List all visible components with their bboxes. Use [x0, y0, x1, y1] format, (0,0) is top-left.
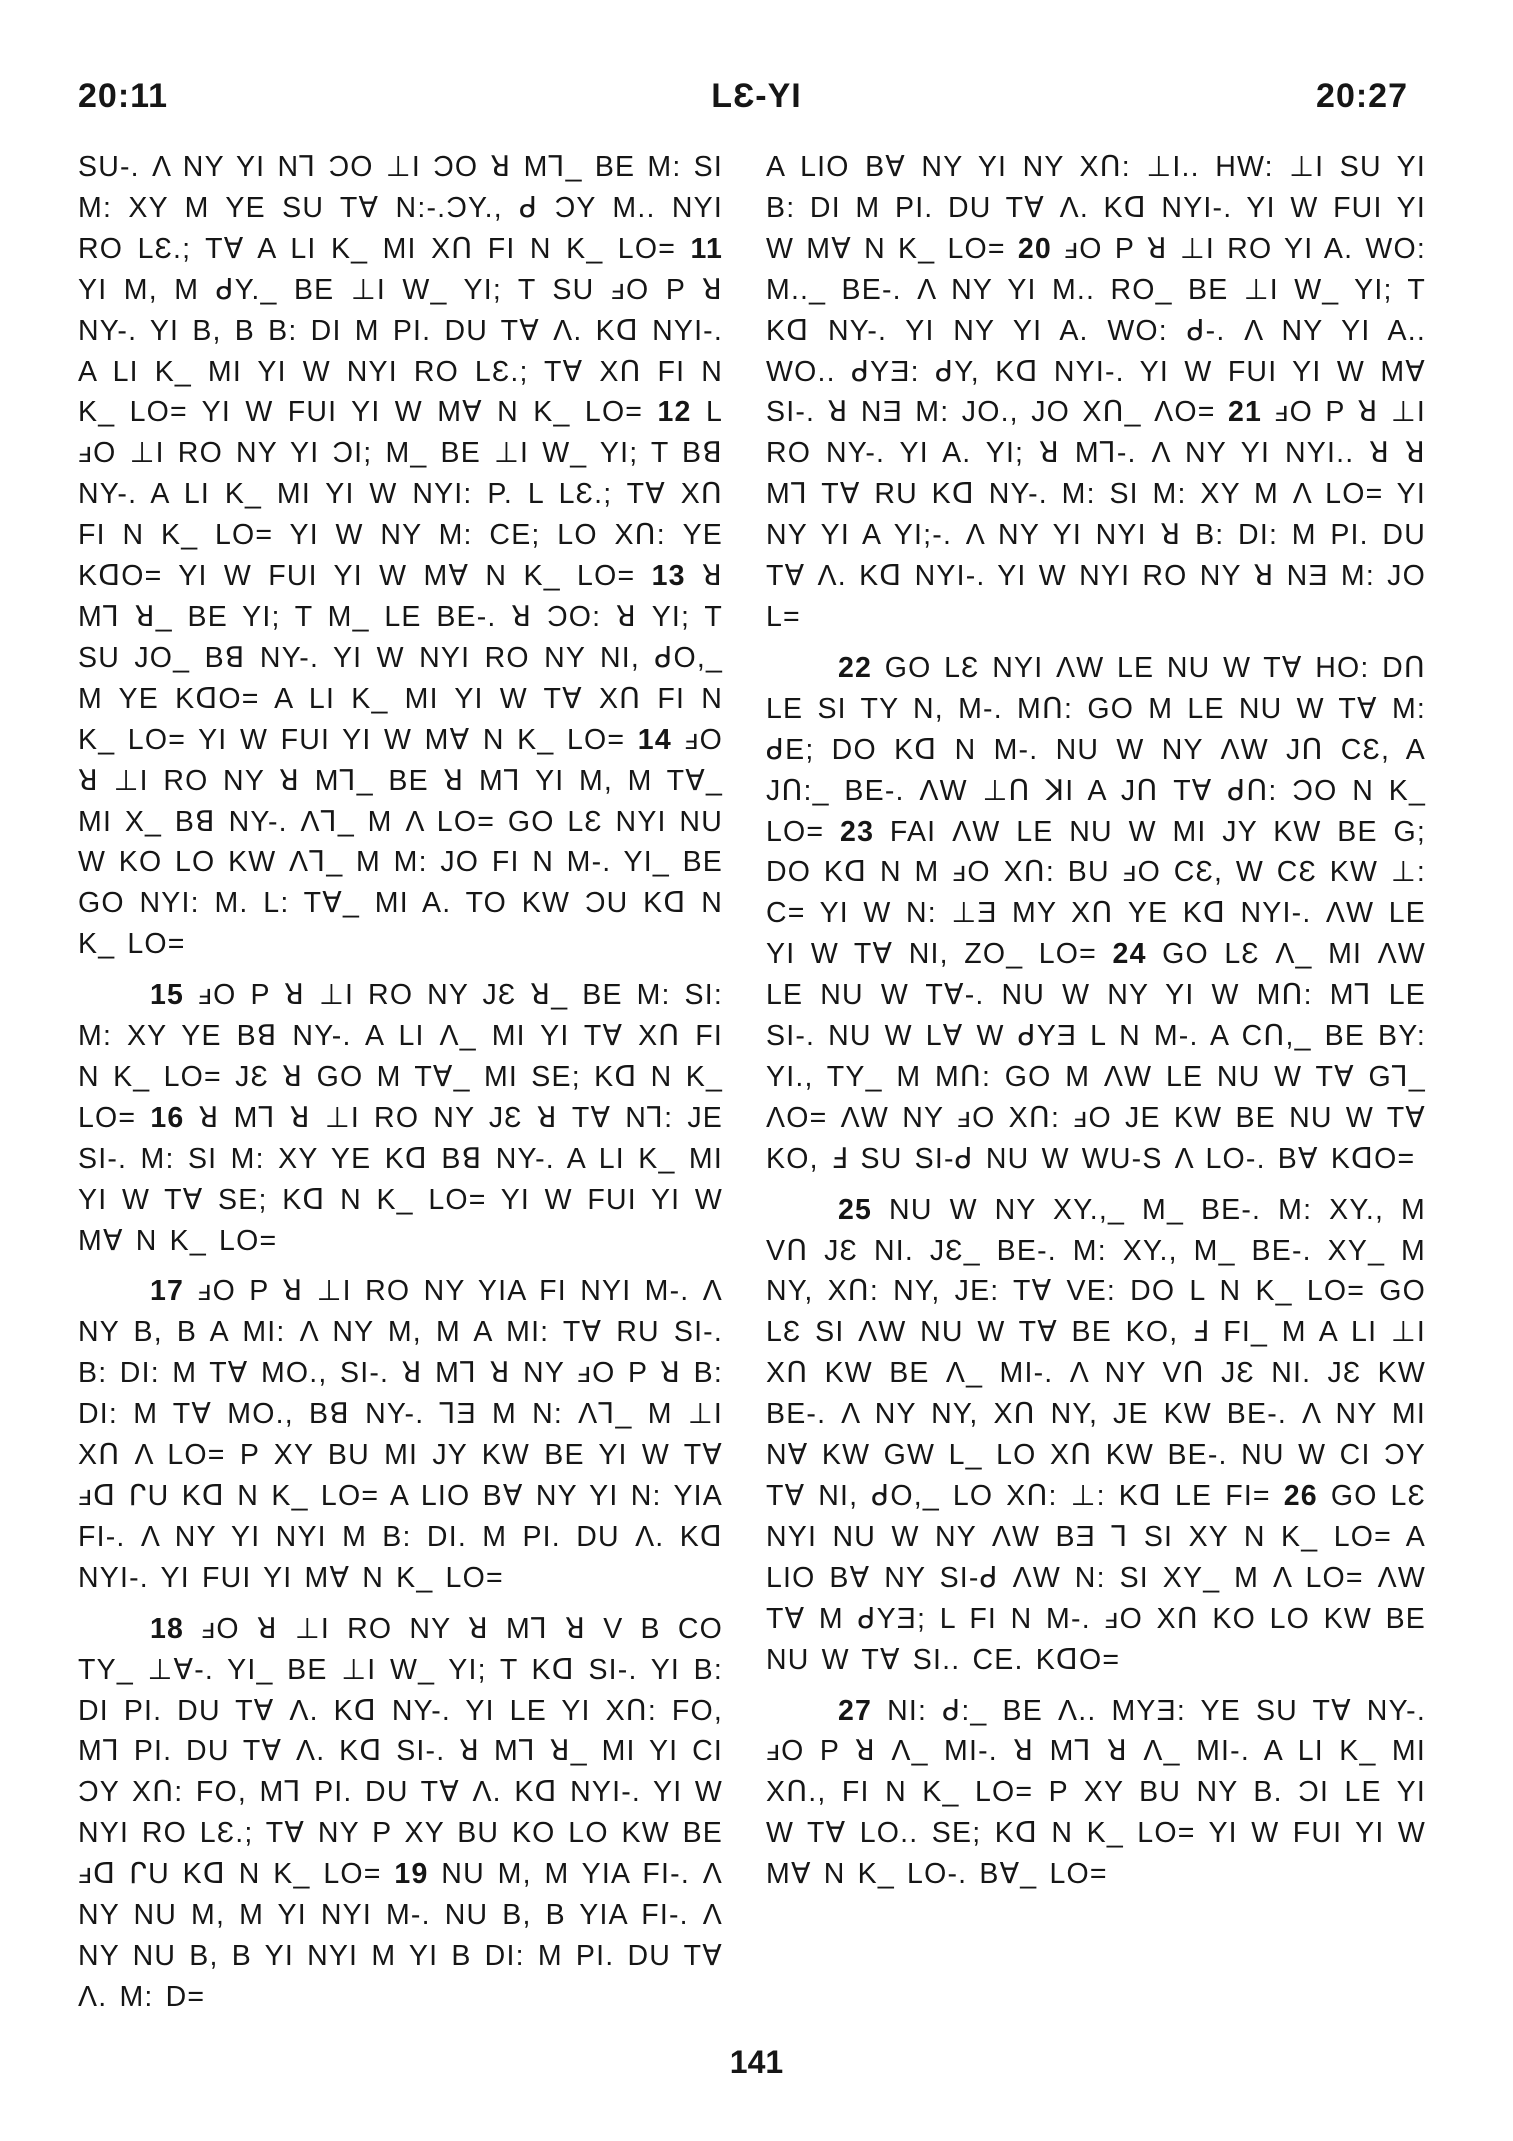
header-book-title: LƐ-YI: [711, 77, 802, 115]
paragraph: [766, 648, 1426, 1180]
paragraph: [78, 147, 723, 965]
verse-text: L ⅎO ⊥I RO NY YI ƆI; M_ BE ⊥I W_ YI; T Bꓭ NY-. A LI K_ MI YI W NYI: P. L LƐ.; TⱯ XՈ FI N K_ LO= YI W NY M: CE; LO XՈ: YE KᗡO= YI W FUI YI W MⱯ N K_ LO=: [78, 396, 723, 593]
paragraph: [766, 147, 1426, 638]
verse-number: 11: [690, 232, 723, 265]
verse-number: 23: [840, 815, 875, 848]
verse-text: GO LƐ Λ_ MI ΛW LE NU W TⱯ-. NU W NY YI W MՈ: M⅂ LE SI-. NU W LⱯ W ᑯYƎ L N M-. A CՈ,_ BE BY: YI., TY_ M MՈ: GO M ΛW LE NU W TⱯ G⅂_ ΛO= ΛW NY ⅎO XՈ: ⅎO JE KW BE NU W TⱯ KO, Ⅎ SU SI-ᑯ NU W WU-S Λ LO-. BⱯ KᗡO=: [766, 938, 1426, 1175]
verse-number: 13: [651, 560, 686, 593]
verse-number: 12: [657, 396, 692, 429]
verse-text: A LIO BⱯ NY YI NY XՈ: ⊥I.. HW: ⊥I SU YI B: DI M PI. DU TⱯ Λ. Kᗡ NYI-. YI W FUI YI W MⱯ N K_ LO=: [766, 151, 1426, 265]
verse-text: ⅎO P ꓤ ⊥I RO NY YIA FI NYI M-. Λ NY B, B A MI: Λ NY M, M A MI: TⱯ RU SI-. B: DI: M TⱯ MO., SI-. ꓤ M⅂ ꓤ NY ⅎO P ꓤ B: DI: M TⱯ MO., Bꓭ NY-. ⅂Ǝ M N: Λ⅂_ M ⊥I XՈ Λ LO= P XY BU MI JY KW BE YI W TⱯ ⅎᗡ ᒋU Kᗡ N K_ LO= A LIO BⱯ NY YI N: YIA FI-. Λ NY YI NYI M B: DI. M PI. DU Λ. Kᗡ NYI-. YI FUI YI MⱯ N K_ LO=: [78, 1275, 723, 1594]
page-number: 141: [729, 2044, 784, 2080]
paragraph: [766, 1691, 1426, 1896]
text-column-right: [766, 147, 1426, 1905]
verse-text: SU-. Λ NY YI N⅂ ƆO ⊥I ƆO ꓤ M⅂_ BE M: SI M: XY M YE SU TⱯ N:-.ƆY., ᑯ ƆY M.. NYI RO LƐ.; TⱯ A LI K_ MI XՈ FI N K_ LO=: [78, 151, 723, 265]
verse-text: NU W NY XY.,_ M_ BE-. M: XY., M VՈ JƐ NI. JƐ_ BE-. M: XY., M_ BE-. XY_ M NY, XՈ: NY, JE: TⱯ VE: DO L N K_ LO= GO LƐ SI ΛW NU W TⱯ BE KO, Ⅎ FI_ M A LI ⊥I XՈ KW BE Λ_ MI-. Λ NY VՈ JƐ NI. JƐ KW BE-. Λ NY NY, XՈ NY, JE KW BE-. Λ NY MI NⱯ KW GW L_ LO XՈ KW BE-. NU W CI ƆY TⱯ NI, ᑯO,_ LO XՈ: ⊥: Kᗡ LE FI=: [766, 1193, 1426, 1512]
header-chapter-verse-end: 20:27: [1316, 77, 1408, 115]
verse-text: ⅎO P ꓤ ⊥I RO YI A. WO: M.._ BE-. Λ NY YI M.. RO_ BE ⊥I W_ YI; T Kᗡ NY-. YI NY YI A. WO: ᑯ-. Λ NY YI A.. WO.. ᑯYƎ: ᑯY, Kᗡ NYI-. YI W FUI YI W MⱯ SI-. ꓤ NƎ M: JO., JO XՈ_ ΛO=: [766, 232, 1426, 429]
paragraph: [78, 975, 723, 1261]
verse-text: NU M, M YIA FI-. Λ NY NU M, M YI NYI M-. NU B, B YIA FI-. Λ NY NU B, B YI NYI M YI B DI: M PI. DU TⱯ Λ. M: D=: [78, 1858, 723, 2013]
verse-number: 21: [1227, 396, 1263, 429]
verse-text: ⅎO P ꓤ ⊥I RO NY JƐ ꓤ_ BE M: SI: M: XY YE Bꓭ NY-. A LI Λ_ MI YI TⱯ XՈ FI N K_ LO= JƐ ꓤ GO M TⱯ_ MI SE; Kᗡ N K_ LO=: [78, 979, 723, 1134]
verse-text: ꓤ M⅂ ꓤ ⊥I RO NY JƐ ꓤ TⱯ N⅂: JE SI-. M: SI M: XY YE Kᗡ Bꓭ NY-. A LI K_ MI YI W TⱯ SE; Kᗡ N K_ LO= YI W FUI YI W MⱯ N K_ LO=: [78, 1101, 724, 1257]
verse-number: 25: [838, 1193, 873, 1226]
verse-number: 26: [1283, 1480, 1318, 1512]
verse-number: 15: [150, 979, 185, 1012]
text-column-left: [78, 147, 723, 2028]
verse-text: NI: ᑯ:_ BE Λ.. MYƎ: YE SU TⱯ NY-. ⅎO P ꓤ Λ_ MI-. ꓤ M⅂ ꓤ Λ_ MI-. A LI K_ MI XՈ., FI N K_ LO= P XY BU NY B. ƆI LE YI W TⱯ LO.. SE; Kᗡ N K_ LO= YI W FUI YI W MⱯ N K_ LO-. BⱯ_ LO=: [766, 1694, 1426, 1891]
verse-text: ꓤ M⅂ ꓤ_ BE YI; T M_ LE BE-. ꓤ ƆO: ꓤ YI; T SU JO_ Bꓭ NY-. YI W NYI RO NY NI, ᑯO,_ M YE KᗡO= A LI K_ MI YI W TⱯ XՈ FI N K_ LO= YI W FUI YI W MⱯ N K_ LO=: [78, 560, 723, 756]
verse-number: 16: [150, 1101, 185, 1134]
verse-number: 18: [150, 1612, 185, 1645]
paragraph: [766, 1190, 1426, 1681]
verse-number: 20: [1017, 232, 1052, 265]
verse-text: GO LƐ NYI ΛW LE NU W TⱯ HO: DՈ LE SI TY N, M-. MՈ: GO M LE NU W TⱯ M: ᑯE; DO Kᗡ N M-. NU W NY ΛW JՈ CƐ, A JՈ:_ BE-. ΛW ⊥Ո ꓘI A JՈ TⱯ ᑯՈ: ƆO N K_ LO=: [766, 651, 1426, 848]
header-chapter-verse-start: 20:11: [78, 77, 169, 115]
verse-text: ⅎO P ꓤ ⊥I RO NY-. YI A. YI; ꓤ M⅂-. Λ NY YI NYI.. ꓤ ꓤ M⅂ TⱯ RU Kᗡ NY-. M: SI M: XY M Λ LO= YI NY YI A YI;-. Λ NY YI NYI ꓤ B: DI: M PI. DU TⱯ Λ. Kᗡ NYI-. YI W NYI RO NY ꓤ NƎ M: JO L=: [766, 396, 1426, 633]
verse-number: 27: [838, 1694, 873, 1727]
verse-number: 22: [838, 651, 873, 684]
paragraph: [78, 1271, 723, 1598]
verse-number: 19: [394, 1858, 429, 1891]
paragraph: [78, 1609, 723, 2018]
verse-number: 17: [150, 1275, 185, 1308]
verse-number: 24: [1112, 938, 1147, 971]
verse-text: YI M, M ᑯY._ BE ⊥I W_ YI; T SU ⅎO P ꓤ NY-. YI B, B B: DI M PI. DU TⱯ Λ. Kᗡ NYI-. A LI K_ MI YI W NYI RO LƐ.; TⱯ XՈ FI N K_ LO= YI W FUI YI W MⱯ N K_ LO=: [78, 273, 723, 429]
verse-text: GO LƐ NYI NU W NY ΛW BƎ ⅂ SI XY N K_ LO= A LIO BⱯ NY SI-ᑯ ΛW N: SI XY_ M Λ LO= ΛW TⱯ M ᑯYƎ; L FI N M-. ⅎO XՈ KO LO KW BE NU W TⱯ SI.. CE. KᗡO=: [766, 1480, 1426, 1676]
verse-number: 14: [637, 723, 672, 756]
verse-text: FAI ΛW LE NU W MI JY KW BE G; DO Kᗡ N M ⅎO XՈ: BU ⅎO CƐ, W CƐ KW ⊥: C= YI W N: ⊥Ǝ MY XՈ YE Kᗡ NYI-. ΛW LE YI W TⱯ NI, ZO_ LO=: [766, 815, 1426, 971]
verse-text: ⅎO ꓤ ⊥I RO NY ꓤ M⅂_ BE ꓤ M⅂ YI M, M TⱯ_ MI X_ Bꓭ NY-. Λ⅂_ M Λ LO= GO LƐ NYI NU W KO LO KW Λ⅂_ M M: JO FI N M-. YI_ BE GO NYI: M. L: TⱯ_ MI A. TO KW ƆU Kᗡ N K_ LO=: [78, 723, 723, 961]
verse-text: ⅎO ꓤ ⊥I RO NY ꓤ M⅂ ꓤ V B CO TY_ ⊥Ɐ-. YI_ BE ⊥I W_ YI; T Kᗡ SI-. YI B: DI PI. DU TⱯ Λ. Kᗡ NY-. YI LE YI XՈ: FO, M⅂ PI. DU TⱯ Λ. Kᗡ SI-. ꓤ M⅂ ꓤ_ MI YI CI ƆY XՈ: FO, M⅂ PI. DU TⱯ Λ. Kᗡ NYI-. YI W NYI RO LƐ.; TⱯ NY P XY BU KO LO KW BE ⅎᗡ ᒋU Kᗡ N K_ LO=: [78, 1612, 723, 1891]
